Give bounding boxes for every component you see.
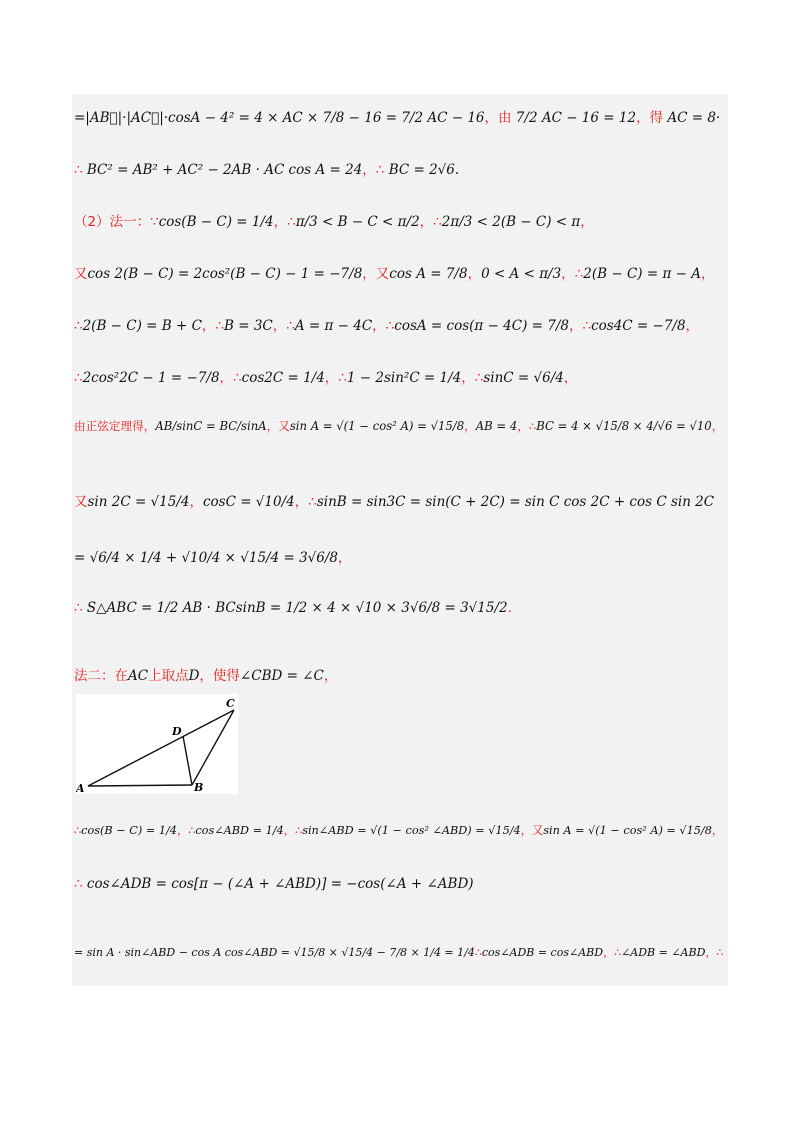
math-expression: 1 − 2sin²C = 1/4 xyxy=(346,370,462,386)
therefore-symbol: ∵ xyxy=(150,214,159,230)
math-expression: AB/sinC = BC/sinA xyxy=(155,419,267,433)
chinese-text: ，使得 xyxy=(199,668,240,684)
math-expression: B = 3C xyxy=(224,318,273,334)
solution-line xyxy=(74,314,699,334)
math-expression: cos∠ADB = cos∠ABD xyxy=(481,946,604,959)
solution-line xyxy=(74,210,594,230)
punctuation: ， xyxy=(461,370,475,386)
punctuation: ， xyxy=(467,266,482,282)
math-expression: BC = 2√6. xyxy=(388,162,460,178)
segment-BD xyxy=(183,736,192,785)
chinese-text: ，又 xyxy=(520,824,544,837)
math-expression: sinC = √6/4 xyxy=(483,370,564,386)
math-expression: AC xyxy=(128,668,149,684)
math-expression: BC² = AB² + AC² − 2AB · AC cos A = 24 xyxy=(86,162,363,178)
solution-line xyxy=(74,600,512,616)
therefore-symbol: ∴ xyxy=(375,162,389,178)
punctuation: . xyxy=(507,600,512,616)
punctuation: ， xyxy=(419,214,434,230)
solution-line xyxy=(74,822,723,838)
therefore-symbol: ∴ xyxy=(474,370,484,386)
punctuation: ， xyxy=(603,946,615,959)
chinese-text: 法二：在 xyxy=(74,668,128,684)
punctuation: ， xyxy=(711,419,724,433)
punctuation: ， xyxy=(517,419,529,433)
punctuation: ， xyxy=(323,668,338,684)
punctuation: ， xyxy=(700,266,715,282)
therefore-symbol: ∴ xyxy=(338,370,347,386)
math-expression: cos∠ABD = 1/4 xyxy=(195,824,284,837)
math-expression: =|AB⃗|·|AC⃗|·cosA − 4² = 4 × AC × 7/8 − 16 = 7/2 AC − 16 xyxy=(74,110,485,126)
therefore-symbol: ∴ xyxy=(433,214,442,230)
solution-line xyxy=(74,106,720,126)
math-expression: sin∠ABD = √(1 − cos² ∠ABD) = √15/4 xyxy=(302,824,521,837)
therefore-symbol: ∴ xyxy=(74,370,83,386)
chinese-text: ，又 xyxy=(266,419,290,433)
math-expression: BC = 4 × √15/8 × 4/√6 = √10 xyxy=(536,419,712,433)
chinese-text: 由正弦定理得， xyxy=(74,419,156,433)
punctuation: ， xyxy=(685,318,700,334)
chinese-text: 又 xyxy=(74,494,88,510)
triangle-diagram xyxy=(76,694,238,794)
math-expression: cos2C = 1/4 xyxy=(241,370,325,386)
therefore-symbol: ∴ xyxy=(308,494,317,510)
solution-line xyxy=(74,418,723,434)
punctuation: ， xyxy=(362,162,376,178)
math-expression: 2π/3 < 2(B − C) < π xyxy=(441,214,581,230)
solution-line xyxy=(74,490,714,510)
math-expression: ∠CBD = ∠C xyxy=(239,668,324,684)
punctuation: ， xyxy=(338,550,352,566)
math-expression: A = π − 4C xyxy=(294,318,373,334)
punctuation: ， xyxy=(580,214,594,230)
solution-line xyxy=(74,876,474,892)
math-expression: sinB = sin3C = sin(C + 2C) = sin C cos 2C + cos C sin 2C xyxy=(316,494,715,510)
math-expression: D xyxy=(188,668,200,684)
therefore-symbol: ∴ xyxy=(188,824,196,837)
therefore-symbol: ∴ xyxy=(286,318,295,334)
label-D: D xyxy=(172,725,182,738)
solution-line xyxy=(74,262,714,282)
math-expression: cosC = √10/4 xyxy=(202,494,295,510)
therefore-symbol: ∴ xyxy=(74,600,87,616)
punctuation: ， xyxy=(176,824,189,837)
punctuation: ， xyxy=(273,214,288,230)
segment-AB xyxy=(88,785,192,786)
triangle-figure xyxy=(76,694,238,794)
solution-line xyxy=(74,366,577,386)
math-expression: cos A = 7/8 xyxy=(389,266,468,282)
therefore-symbol: ∴ xyxy=(528,419,537,433)
punctuation: ， xyxy=(561,266,575,282)
solution-line xyxy=(74,546,352,566)
therefore-symbol: ∴ xyxy=(474,946,482,959)
chinese-text: 又 xyxy=(74,266,88,282)
punctuation: ， xyxy=(272,318,287,334)
math-expression: sin A = √(1 − cos² A) = √15/8 xyxy=(543,824,712,837)
punctuation: ， xyxy=(283,824,296,837)
math-expression: AB = 4 xyxy=(475,419,518,433)
math-expression: 2(B − C) = B + C xyxy=(82,318,202,334)
math-expression: 2(B − C) = π − A xyxy=(583,266,701,282)
label-B: B xyxy=(194,781,204,794)
math-expression: ∠ADB = ∠ABD xyxy=(621,946,706,959)
punctuation: ， xyxy=(568,318,583,334)
chinese-text: ，得 xyxy=(636,110,664,126)
punctuation: ， xyxy=(563,370,578,386)
math-expression: = sin A · sin∠ABD − cos A cos∠ABD = √15/8 × √15/4 − 7/8 × 1/4 = 1/4 xyxy=(74,946,475,959)
therefore-symbol: ∴ xyxy=(295,824,303,837)
punctuation: ， xyxy=(705,946,717,959)
math-expression: cos 2(B − C) = 2cos²(B − C) − 1 = −7/8 xyxy=(87,266,363,282)
math-expression: S△ABC = 1/2 AB · BCsinB = 1/2 × 4 × √10 × 3√6/8 = 3√15/2 xyxy=(86,600,508,616)
math-expression: AC = 8· xyxy=(663,110,721,126)
therefore-symbol: ∴ xyxy=(582,318,592,334)
punctuation: ， xyxy=(711,824,724,837)
chinese-text: ，又 xyxy=(362,266,390,282)
math-expression: 0 < A < π/3 xyxy=(481,266,562,282)
therefore-symbol: ∴ xyxy=(74,876,87,892)
punctuation: ， xyxy=(189,494,203,510)
math-expression: 7/2 AC − 16 = 12 xyxy=(511,110,637,126)
math-expression: cos∠ADB = cos[π − (∠A + ∠ABD)] = −cos(∠A + ∠ABD) xyxy=(86,876,474,892)
math-expression: cosA = cos(π − 4C) = 7/8 xyxy=(394,318,569,334)
chinese-text: （2）法一： xyxy=(74,214,151,230)
math-expression: π/3 < B − C < π/2 xyxy=(295,214,420,230)
label-A: A xyxy=(76,782,85,794)
therefore-symbol: ∴ xyxy=(74,824,82,837)
punctuation: ， xyxy=(201,318,216,334)
therefore-symbol: ∴ xyxy=(233,370,242,386)
solution-line xyxy=(74,664,337,684)
math-expression: cos4C = −7/8 xyxy=(591,318,686,334)
chinese-text: 上取点 xyxy=(148,668,189,684)
therefore-symbol: ∴ xyxy=(74,318,83,334)
math-expression: cos(B − C) = 1/4 xyxy=(158,214,274,230)
math-expression: sin A = √(1 − cos² A) = √15/8 xyxy=(289,419,465,433)
math-expression: cos(B − C) = 1/4 xyxy=(81,824,177,837)
therefore-symbol: ∴ xyxy=(215,318,224,334)
math-expression: = √6/4 × 1/4 + √10/4 × √15/4 = 3√6/8 xyxy=(74,550,338,566)
therefore-symbol: ∴ xyxy=(287,214,296,230)
therefore-symbol: ∴ xyxy=(385,318,395,334)
math-expression: 2cos²2C − 1 = −7/8 xyxy=(82,370,220,386)
therefore-symbol: ∴ xyxy=(716,946,724,959)
punctuation: ， xyxy=(324,370,339,386)
solution-line xyxy=(74,158,459,178)
chinese-text: ，由 xyxy=(484,110,512,126)
punctuation: ， xyxy=(464,419,476,433)
therefore-symbol: ∴ xyxy=(574,266,584,282)
punctuation: ， xyxy=(294,494,309,510)
solution-line xyxy=(74,944,723,960)
punctuation: ， xyxy=(219,370,234,386)
therefore-symbol: ∴ xyxy=(74,162,87,178)
math-expression: sin 2C = √15/4 xyxy=(87,494,190,510)
therefore-symbol: ∴ xyxy=(614,946,622,959)
label-C: C xyxy=(226,697,235,710)
punctuation: ， xyxy=(372,318,386,334)
